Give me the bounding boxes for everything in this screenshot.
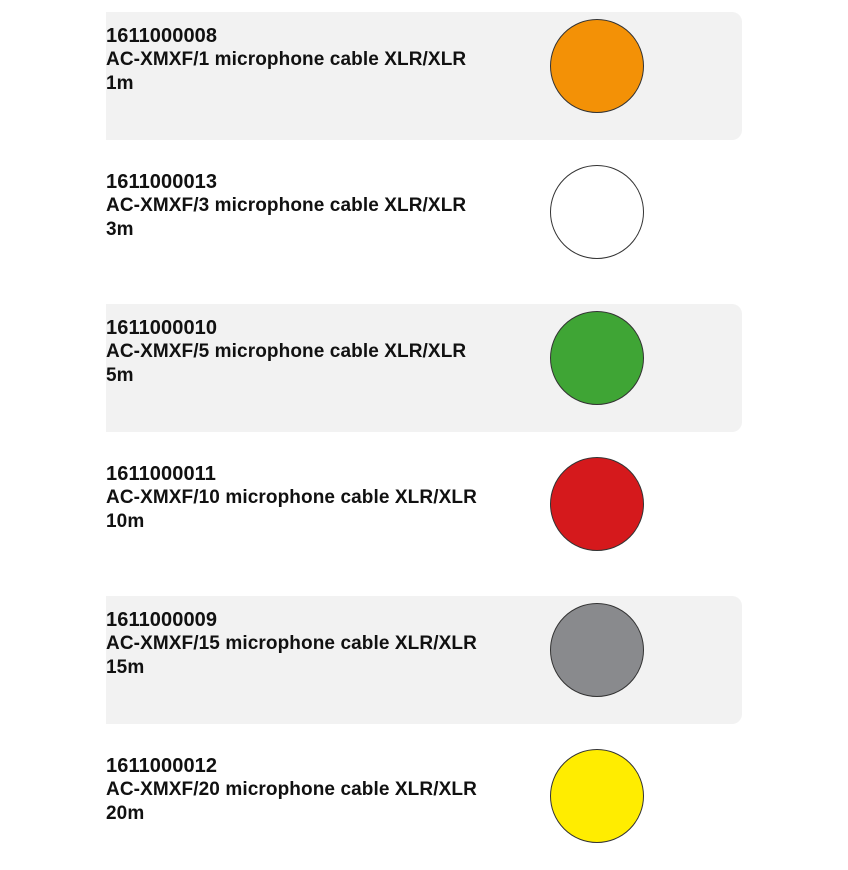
- product-description: AC-XMXF/20 microphone cable XLR/XLR: [106, 779, 477, 800]
- product-row-3m: [106, 158, 742, 286]
- product-text: [106, 170, 466, 242]
- product-description: AC-XMXF/1 microphone cable XLR/XLR: [106, 49, 467, 70]
- product-text: [106, 754, 477, 826]
- color-swatch: [550, 19, 644, 113]
- product-text: [106, 608, 477, 680]
- article-number: 1611000013: [106, 171, 218, 193]
- product-text: [106, 462, 477, 534]
- cable-length: 1m: [106, 73, 134, 94]
- color-swatch: [550, 165, 644, 259]
- cable-length: 15m: [106, 657, 145, 678]
- product-row-5m: [106, 304, 742, 432]
- cable-length: 5m: [106, 365, 134, 386]
- product-text: [106, 24, 466, 96]
- product-row-15m: [106, 596, 742, 724]
- product-row-1m: [106, 12, 742, 140]
- color-swatch: [550, 603, 644, 697]
- article-number: 1611000009: [106, 609, 218, 631]
- article-number: 1611000010: [106, 317, 218, 339]
- product-description: AC-XMXF/15 microphone cable XLR/XLR: [106, 633, 477, 654]
- color-swatch: [550, 749, 644, 843]
- product-description: AC-XMXF/10 microphone cable XLR/XLR: [106, 487, 477, 508]
- product-description: AC-XMXF/3 microphone cable XLR/XLR: [106, 195, 467, 216]
- product-row-10m: [106, 450, 742, 578]
- color-swatch: [550, 457, 644, 551]
- article-number: 1611000011: [106, 463, 217, 485]
- color-swatch: [550, 311, 644, 405]
- article-number: 1611000008: [106, 25, 218, 47]
- product-description: AC-XMXF/5 microphone cable XLR/XLR: [106, 341, 467, 362]
- product-row-20m: [106, 742, 742, 870]
- cable-length: 3m: [106, 219, 134, 240]
- product-text: [106, 316, 466, 388]
- cable-length: 10m: [106, 511, 145, 532]
- article-number: 1611000012: [106, 755, 218, 777]
- cable-length: 20m: [106, 803, 145, 824]
